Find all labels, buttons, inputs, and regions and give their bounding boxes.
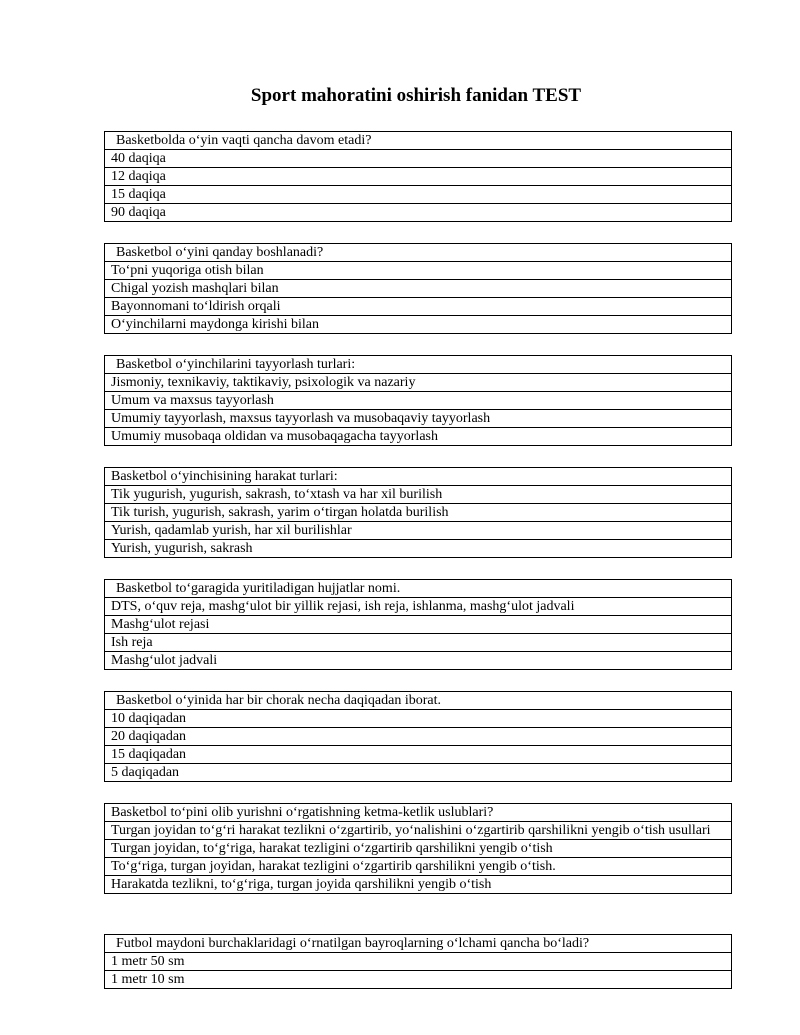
answer-option: 15 daqiqa (105, 186, 732, 204)
answer-option: Chigal yozish mashqlari bilan (105, 280, 732, 298)
answer-option: Umumiy musobaqa oldidan va musobaqagacha tayyorlash (105, 428, 732, 446)
answer-option: Umumiy tayyorlash, maxsus tayyorlash va musobaqaviy tayyorlash (105, 410, 732, 428)
answer-option: 10 daqiqadan (105, 710, 732, 728)
answer-option: Harakatda tezlikni, to‘g‘riga, turgan joyida qarshilikni yengib o‘tish (105, 876, 732, 894)
question-table-1 (104, 131, 732, 222)
question-text: Basketbol o‘yini qanday boshlanadi? (105, 244, 732, 262)
answer-option: Yurish, yugurish, sakrash (105, 540, 732, 558)
answer-option: Bayonnomani to‘ldirish orqali (105, 298, 732, 316)
question-table-4 (104, 467, 732, 558)
answer-option: Ish reja (105, 634, 732, 652)
question-table-5 (104, 579, 732, 670)
question-text: Basketbol to‘pini olib yurishni o‘rgatishning ketma-ketlik uslublari? (105, 804, 732, 822)
question-table-6 (104, 691, 732, 782)
answer-option: 20 daqiqadan (105, 728, 732, 746)
question-text: Futbol maydoni burchaklaridagi o‘rnatilgan bayroqlarning o‘lchami qancha bo‘ladi? (105, 935, 732, 953)
answer-option: Mashg‘ulot rejasi (105, 616, 732, 634)
answer-option: DTS, o‘quv reja, mashg‘ulot bir yillik rejasi, ish reja, ishlanma, mashg‘ulot jadvali (105, 598, 732, 616)
question-table-2 (104, 243, 732, 334)
answer-option: Yurish, qadamlab yurish, har xil burilishlar (105, 522, 732, 540)
question-text: Basketbol o‘yinida har bir chorak necha daqiqadan iborat. (105, 692, 732, 710)
answer-option: 40 daqiqa (105, 150, 732, 168)
answer-option: To‘g‘riga, turgan joyidan, harakat tezligini o‘zgartirib qarshilikni yengib o‘tish. (105, 858, 732, 876)
answer-option: Jismoniy, texnikaviy, taktikaviy, psixologik va nazariy (105, 374, 732, 392)
question-text: Basketbol o‘yinchilarini tayyorlash turlari: (105, 356, 732, 374)
document-title: Sport mahoratini oshirish fanidan TEST (250, 85, 582, 106)
answer-option: 5 daqiqadan (105, 764, 732, 782)
question-text: Basketbolda o‘yin vaqti qancha davom etadi? (105, 132, 732, 150)
question-text: Basketbol to‘garagida yuritiladigan hujjatlar nomi. (105, 580, 732, 598)
answer-option: Mashg‘ulot jadvali (105, 652, 732, 670)
question-text: Basketbol o‘yinchisining harakat turlari: (105, 468, 732, 486)
answer-option: To‘pni yuqoriga otish bilan (105, 262, 732, 280)
answer-option: 15 daqiqadan (105, 746, 732, 764)
answer-option: 1 metr 50 sm (105, 953, 732, 971)
answer-option: O‘yinchilarni maydonga kirishi bilan (105, 316, 732, 334)
answer-option: Umum va maxsus tayyorlash (105, 392, 732, 410)
answer-option: Turgan joyidan, to‘g‘riga, harakat tezligini o‘zgartirib qarshilikni yengib o‘tish (105, 840, 732, 858)
question-table-7 (104, 803, 732, 894)
question-table-3 (104, 355, 732, 446)
answer-option: 1 metr 10 sm (105, 971, 732, 989)
answer-option: 12 daqiqa (105, 168, 732, 186)
answer-option: Tik yugurish, yugurish, sakrash, to‘xtash va har xil burilish (105, 486, 732, 504)
answer-option: Tik turish, yugurish, sakrash, yarim o‘tirgan holatda burilish (105, 504, 732, 522)
question-table-8 (104, 934, 732, 989)
answer-option: Turgan joyidan to‘g‘ri harakat tezlikni o‘zgartirib, yo‘nalishini o‘zgartirib qarshilikni yengib o‘tish usullari (105, 822, 732, 840)
answer-option: 90 daqiqa (105, 204, 732, 222)
